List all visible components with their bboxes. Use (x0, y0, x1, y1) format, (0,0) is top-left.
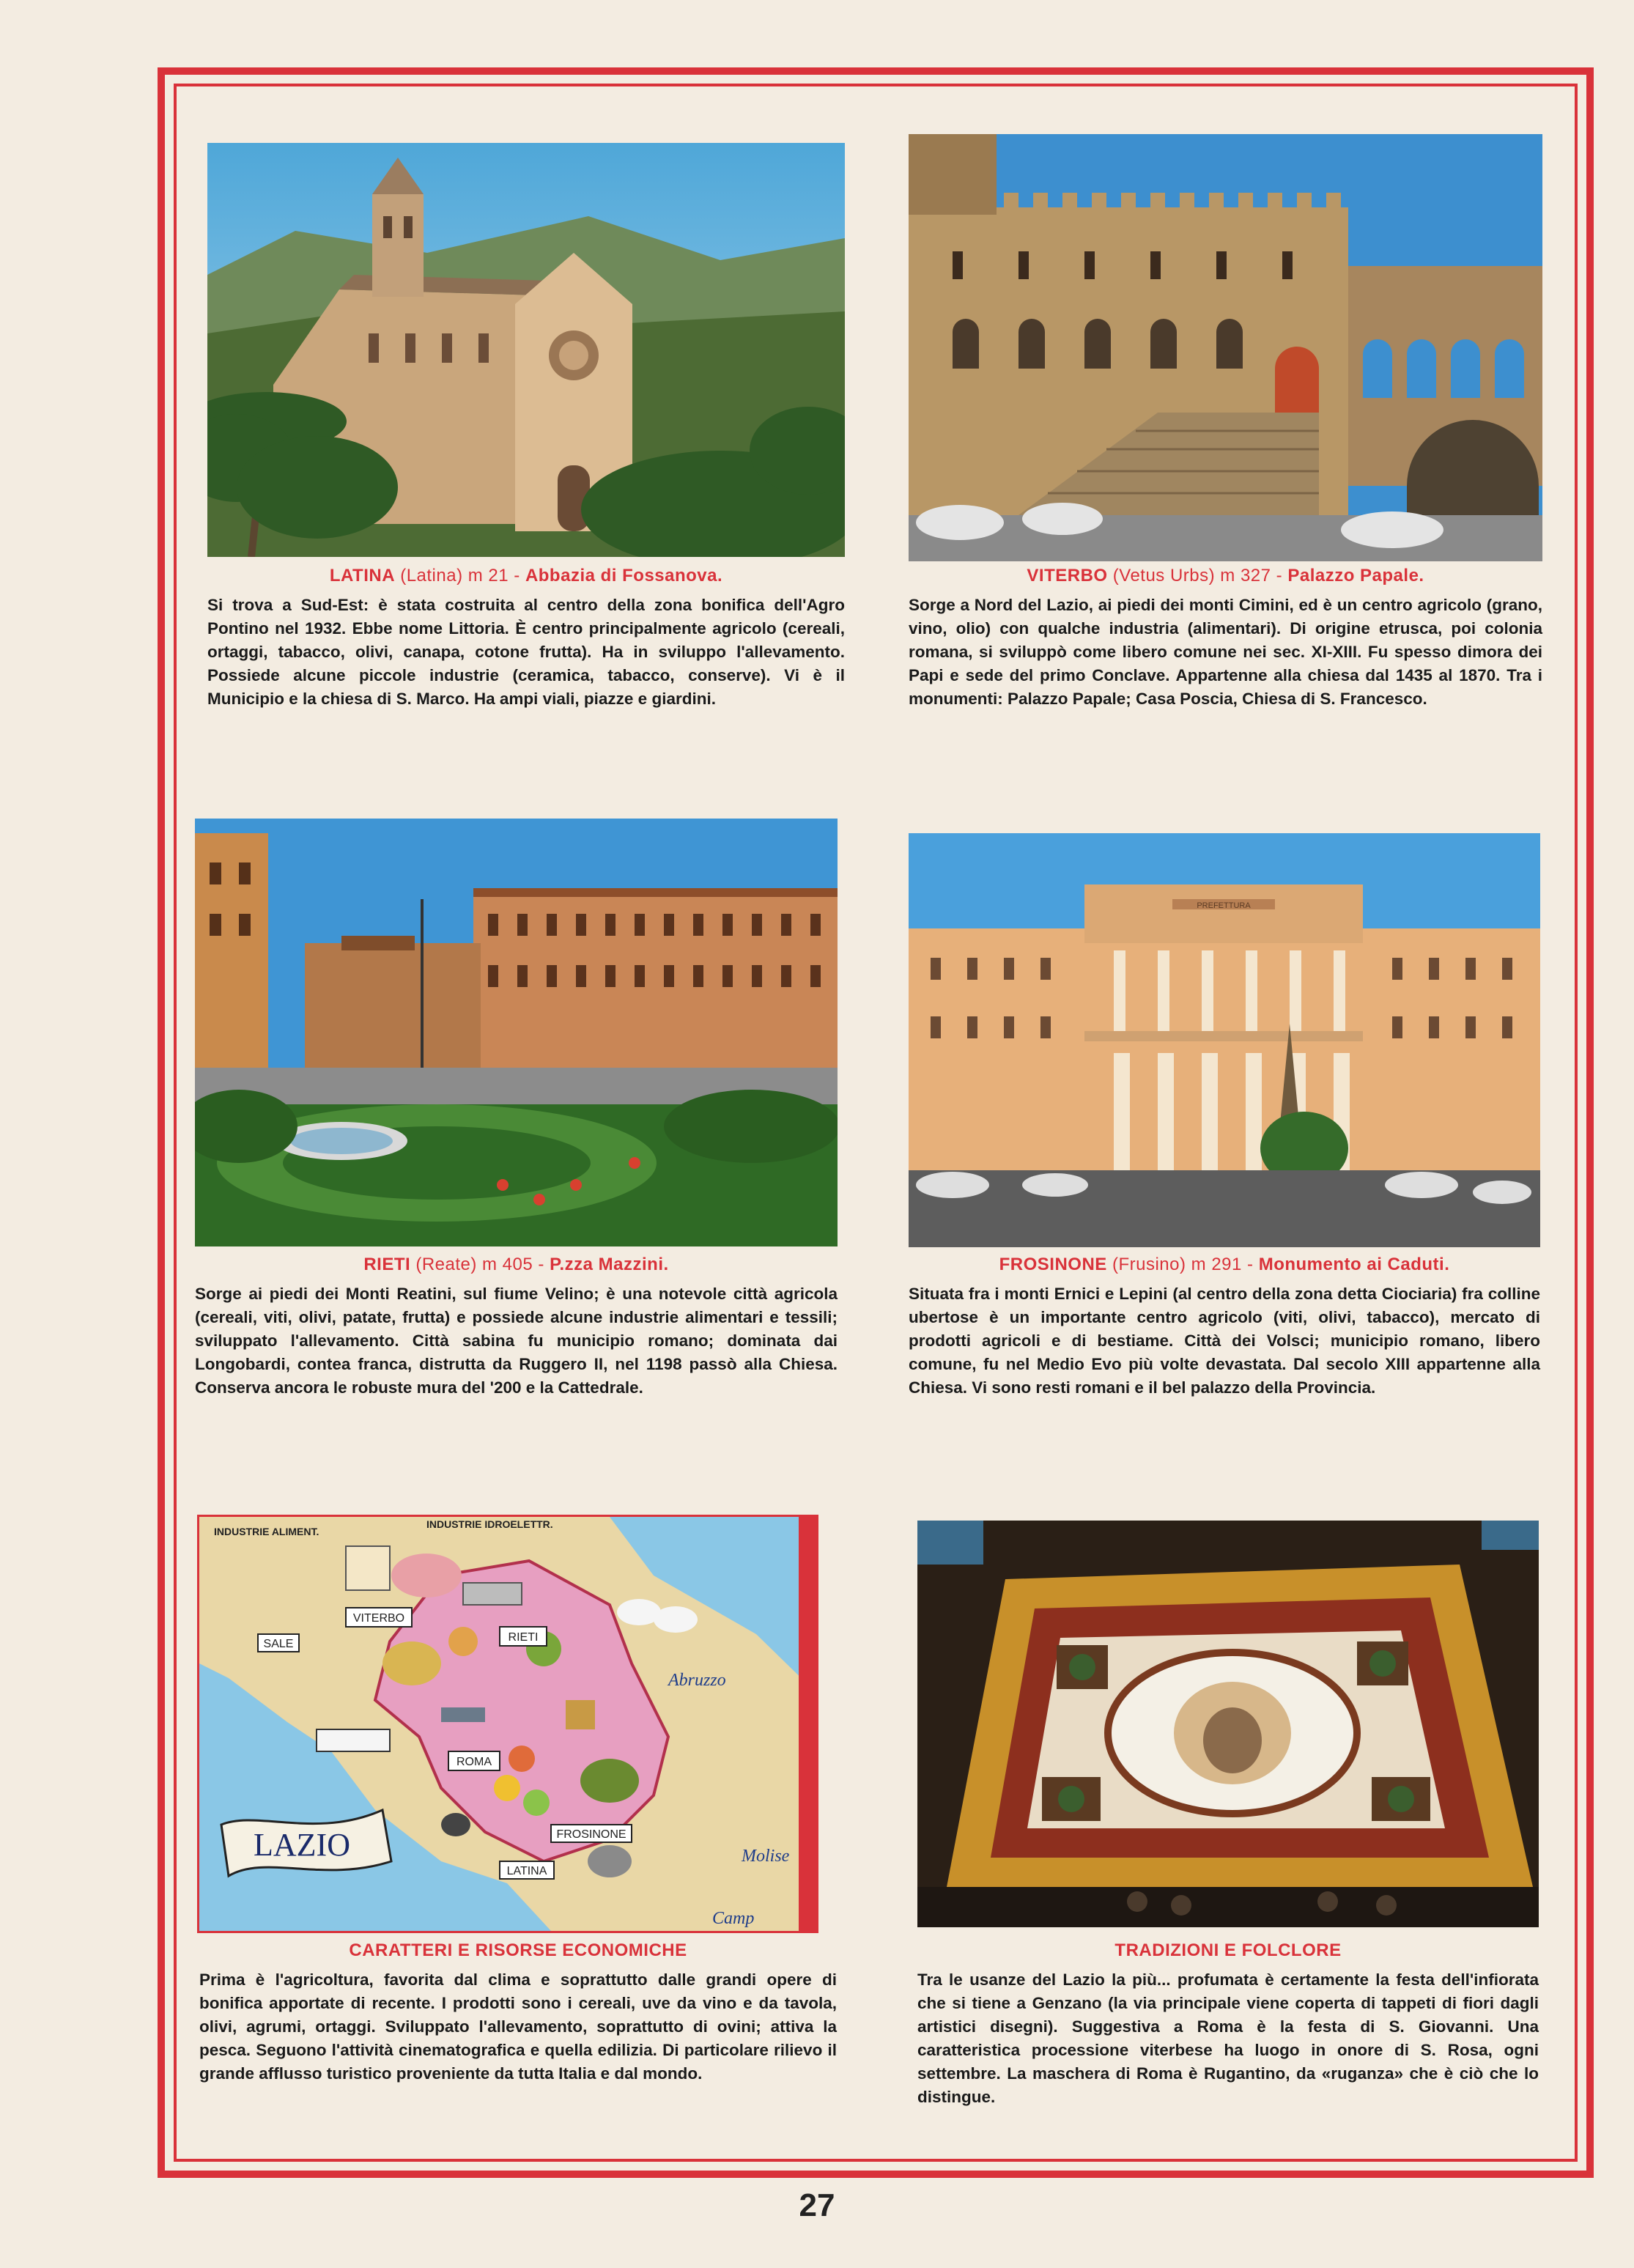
title-place: Abbazia di Fossanova. (525, 566, 723, 586)
caption-frosinone (909, 1255, 1540, 1400)
title-main: FROSINONE (999, 1255, 1107, 1274)
caption-title-rieti (195, 1255, 838, 1275)
illustrated-map-lazio (199, 1517, 816, 1931)
svg-text:Molise: Molise (742, 1847, 790, 1866)
photo-monumento-caduti (909, 833, 1540, 1247)
caption-tradizioni (917, 1940, 1539, 2109)
caption-title-latina (207, 566, 845, 586)
title-place: Monumento ai Caduti. (1258, 1255, 1450, 1274)
title-main: RIETI (363, 1255, 411, 1274)
svg-text:PREFETTURA: PREFETTURA (1197, 901, 1251, 910)
svg-text:INDUSTRIE IDROELETTR.: INDUSTRIE IDROELETTR. (426, 1518, 553, 1530)
caption-viterbo (909, 566, 1542, 711)
svg-text:VITERBO: VITERBO (352, 1612, 405, 1625)
title-sub: (Vetus Urbs) m 327 - (1107, 566, 1288, 586)
caption-title-viterbo (909, 566, 1542, 586)
title-place: Palazzo Papale. (1287, 566, 1424, 586)
svg-text:Camp: Camp (712, 1909, 755, 1928)
caption-rieti (195, 1255, 838, 1400)
caption-title-caratteri: CARATTERI E RISORSE ECONOMICHE (349, 1940, 687, 1960)
svg-text:LATINA: LATINA (506, 1865, 547, 1877)
caption-title-tradizioni: TRADIZIONI E FOLCLORE (1114, 1940, 1342, 1960)
photo-infiorata (917, 1521, 1539, 1927)
photo-palazzo-papale (909, 134, 1542, 561)
svg-text:FROSINONE: FROSINONE (556, 1828, 626, 1841)
caption-text-caratteri: Prima è l'agricoltura, favorita dal clima e soprattutto dalle grandi opere di bonifica apportate di recente. I prodotti sono i cereali, uve da vino e da tavola, olivi, agrumi, ortaggi. Sviluppato l'allevamento, soprattutto di ovini; attiva la pesca. Seguono l'attività cinematografica e quella edilizia. Di particolare rilievo il grande afflusso turistico proveniente da tutta Italia e dal mondo. (199, 1970, 837, 2083)
svg-text:INDUSTRIE ALIMENT.: INDUSTRIE ALIMENT. (214, 1526, 319, 1537)
title-main: VITERBO (1027, 566, 1108, 586)
title-sub: (Latina) m 21 - (395, 566, 525, 586)
svg-text:LAZIO: LAZIO (254, 1827, 350, 1863)
svg-text:SALE: SALE (263, 1638, 294, 1650)
svg-text:Abruzzo: Abruzzo (668, 1671, 726, 1690)
caption-text-latina: Si trova a Sud-Est: è stata costruita al centro della zona bonifica dell'Agro Pontino nel 1932. Ebbe nome Littoria. È centro principalmente agricolo (cereali, ortaggi, tabacco, olivi, canapa, cotone frutta). Ha in sviluppo l'allevamento. Possiede alcune piccole industrie (ceramica, tabacco, conserve). Vi è il Municipio e la chiesa di S. Marco. Ha ampi viali, piazze e giardini. (207, 596, 845, 708)
title-sub: (Frusino) m 291 - (1106, 1255, 1259, 1274)
svg-text:RIETI: RIETI (508, 1631, 539, 1644)
photo-piazza-mazzini (195, 819, 838, 1246)
title-place: P.zza Mazzini. (550, 1255, 669, 1274)
photo-fossanova-abbey (207, 143, 845, 557)
title-main: LATINA (329, 566, 396, 586)
caption-caratteri (199, 1940, 837, 2086)
caption-text-frosinone: Situata fra i monti Ernici e Lepini (al centro della zona detta Ciociaria) fra colline ubertose è un importante centro agricolo (viti, olivi, tabacco), mercato di prodotti agricoli e di bestiame. Città dei Volsci; municipio romano, libero comune, fu nel Medio Evo più volte devastata. Dal secolo XIII appartenne alla Chiesa. Vi sono resti romani e il bel palazzo della Provincia. (909, 1285, 1540, 1397)
page-number: 27 (799, 2187, 835, 2223)
title-sub: (Reate) m 405 - (410, 1255, 550, 1274)
svg-text:ROMA: ROMA (456, 1756, 492, 1768)
caption-text-tradizioni: Tra le usanze del Lazio la più... profumata è certamente la festa dell'infiorata che si tiene a Genzano (la via principale viene coperta di tappeti di fiori dagli artistici disegni). Suggestiva a Roma è la festa di S. Giovanni. Una caratteristica processione viterbese ha luogo in onore di S. Rosa, ogni settembre. La maschera di Roma è Rugantino, da «ruganza» che è ciò che lo distingue. (917, 1970, 1539, 2106)
caption-text-viterbo: Sorge a Nord del Lazio, ai piedi dei monti Cimini, ed è un centro agricolo (grano, vino, olio) con qualche industria (alimentari). Di origine etrusca, poi colonia romana, si sviluppò come libero comune nei sec. XI-XIII. Fu spesso dimora dei Papi e sede del primo Conclave. Appartenne alla chiesa dal 1435 al 1870. Tra i monumenti: Palazzo Papale; Casa Poscia, Chiesa di S. Francesco. (909, 596, 1542, 708)
caption-latina (207, 566, 845, 711)
caption-text-rieti: Sorge ai piedi dei Monti Reatini, sul fiume Velino; è una notevole città agricola (cereali, viti, olivi, patate, frutta) e possiede alcune industrie alimentari e tessili; sviluppato l'allevamento. Città sabina fu municipio romano; dominata dai Longobardi, contea franca, distrutta da Ruggero II, nel 1198 passò alla Chiesa. Conserva ancora le robuste mura del '200 e la Cattedrale. (195, 1285, 838, 1397)
caption-title-frosinone (909, 1255, 1540, 1275)
